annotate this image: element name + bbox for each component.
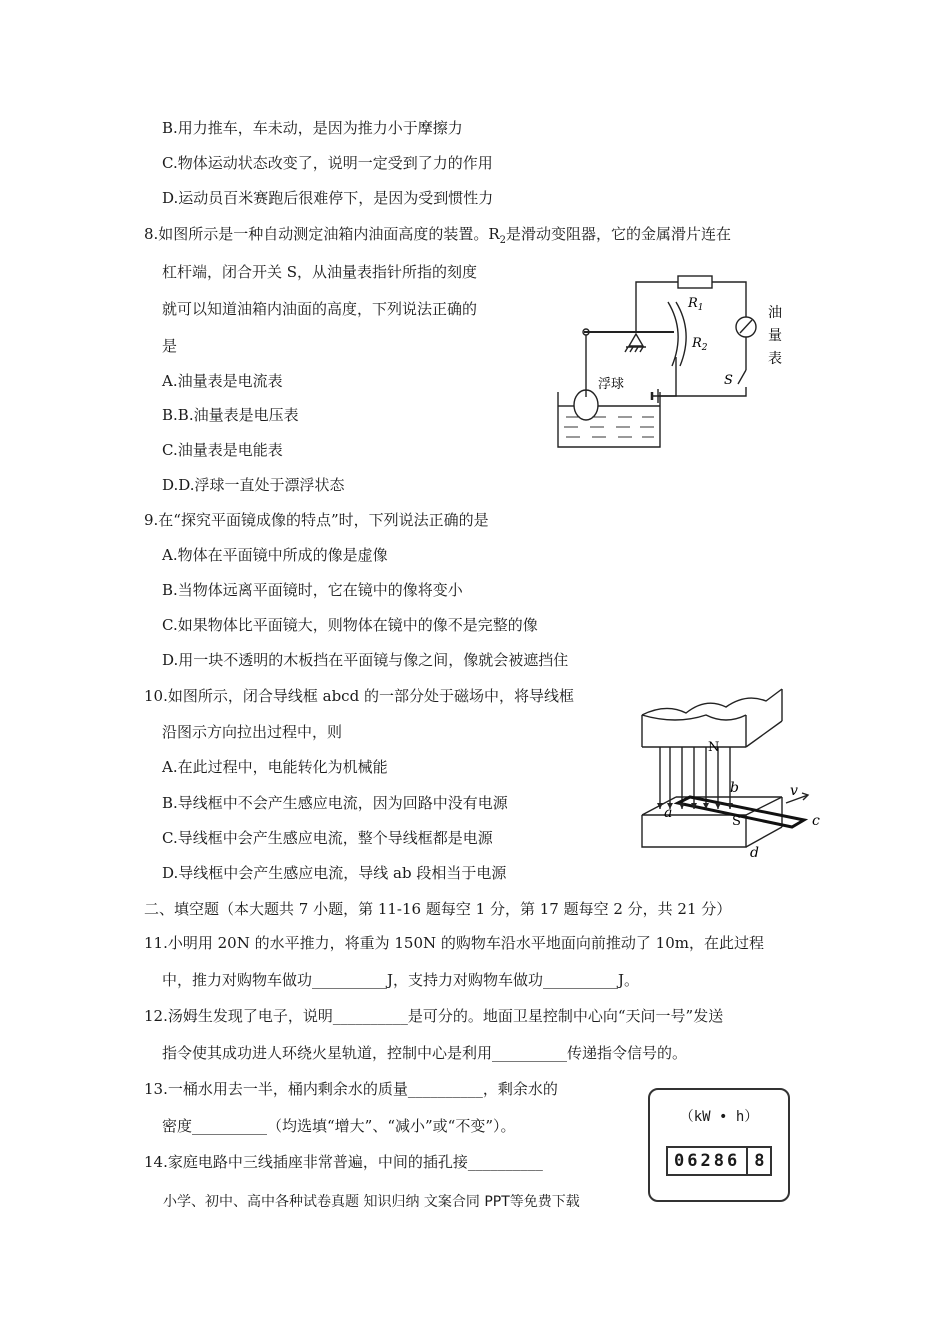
q12-line1: 12.汤姆生发现了电子，说明__________是可分的。地面卫星控制中心向“天问一号”发送 [144, 1007, 724, 1025]
section-2-heading: 二、填空题（本大题共 7 小题，第 11-16 题每空 1 分，第 17 题每空 2 分，共 21 分） [144, 900, 732, 918]
meter-digits: 06286 [668, 1148, 748, 1174]
q14-line1: 14.家庭电路中三线插座非常普遍，中间的插孔接__________ [144, 1153, 543, 1171]
point-d-label: d [750, 845, 759, 861]
switch-label: S [724, 373, 733, 388]
q7-option-b: B.用力推车，车未动，是因为推力小于摩擦力 [162, 119, 463, 137]
q8-option-b: B.B.油量表是电压表 [162, 406, 299, 424]
oil-gauge-circuit-figure [548, 262, 808, 462]
meter-label-2: 量 [768, 328, 782, 344]
south-pole-icon [642, 815, 746, 847]
q10-option-b: B.导线框中不会产生感应电流，因为回路中没有电源 [162, 794, 508, 812]
q11-line1: 11.小明用 20N 的水平推力，将重为 150N 的购物车沿水平地面向前推动了 10m，在此过程 [144, 934, 764, 952]
footer-text: 小学、初中、高中各种试卷真题 知识归纳 文案合同 PPT等免费下载 [163, 1194, 580, 1210]
q8-option-a: A.油量表是电流表 [162, 372, 283, 390]
q10-option-a: A.在此过程中，电能转化为机械能 [162, 758, 388, 776]
south-label: S [732, 814, 741, 829]
q9-option-d: D.用一块不透明的木板挡在平面镜与像之间，像就会被遮挡住 [162, 651, 569, 669]
q9-option-c: C.如果物体比平面镜大，则物体在镜中的像不是完整的像 [162, 616, 538, 634]
meter-label-3: 表 [768, 351, 782, 367]
north-label: N [708, 740, 720, 755]
r2-label: $R_2$ [692, 336, 708, 353]
q7-option-c: C.物体运动状态改变了，说明一定受到了力的作用 [162, 154, 493, 172]
q10-stem-line2: 沿图示方向拉出过程中，则 [162, 723, 343, 741]
point-b-label: b [730, 780, 739, 796]
q8-option-c: C.油量表是电能表 [162, 441, 283, 459]
q13-line1: 13.一桶水用去一半，桶内剩余水的质量__________，剩余水的 [144, 1080, 558, 1098]
q12-line2: 指令使其成功进人环绕火星轨道，控制中心是利用__________传递指令信号的。 [162, 1044, 688, 1062]
q9-option-a: A.物体在平面镜中所成的像是虚像 [162, 546, 388, 564]
meter-unit-label: （kW • h） [679, 1109, 759, 1125]
q10-option-d: D.导线框中会产生感应电流，导线 ab 段相当于电源 [162, 864, 507, 882]
resistor-r2-icon [668, 302, 678, 366]
resistor-r1-icon [678, 276, 712, 288]
energy-meter-figure [648, 1088, 790, 1202]
q8-stem: 8.如图所示是一种自动测定油箱内油面高度的装置。$R_2$是滑动变阻器，它的金属滑片连在 [144, 225, 731, 246]
meter-reading-display [666, 1146, 772, 1176]
point-a-label: a [664, 805, 673, 821]
point-c-label: c [812, 813, 820, 829]
q10-stem: 10.如图所示，闭合导线框 abcd 的一部分处于磁场中，将导线框 [144, 687, 574, 705]
switch-icon [738, 370, 746, 384]
q8-stem-line3: 就可以知道油箱内油面的高度，下列说法正确的 [162, 300, 478, 318]
r1-label: $R_1$ [688, 296, 704, 313]
q8-option-d: D.D.浮球一直处于漂浮状态 [162, 476, 345, 494]
magnet-wire-frame-figure [636, 685, 836, 865]
meter-label-1: 油 [768, 305, 782, 321]
float-label: 浮球 [598, 377, 625, 392]
meter-decimal-digit: 8 [754, 1151, 765, 1171]
q9-stem: 9.在“探究平面镜成像的特点”时，下列说法正确的是 [144, 511, 489, 529]
q11-line2: 中，推力对购物车做功__________J，支持力对购物车做功__________J。 [162, 971, 640, 989]
q8-stem-line2: 杠杆端，闭合开关 S，从油量表指针所指的刻度 [162, 263, 478, 281]
q9-option-b: B.当物体远离平面镜时，它在镜中的像将变小 [162, 581, 463, 599]
north-pole-icon [642, 689, 782, 715]
wire-frame-icon [678, 797, 804, 827]
q13-line2: 密度__________（均选填“增大”、“减小”或“不变”）。 [162, 1117, 516, 1135]
velocity-label: v [790, 783, 798, 799]
q7-option-d: D.运动员百米赛跑后很难停下，是因为受到惯性力 [162, 189, 494, 207]
q8-stem-line4: 是 [162, 337, 178, 355]
q10-option-c: C.导线框中会产生感应电流，整个导线框都是电源 [162, 829, 493, 847]
